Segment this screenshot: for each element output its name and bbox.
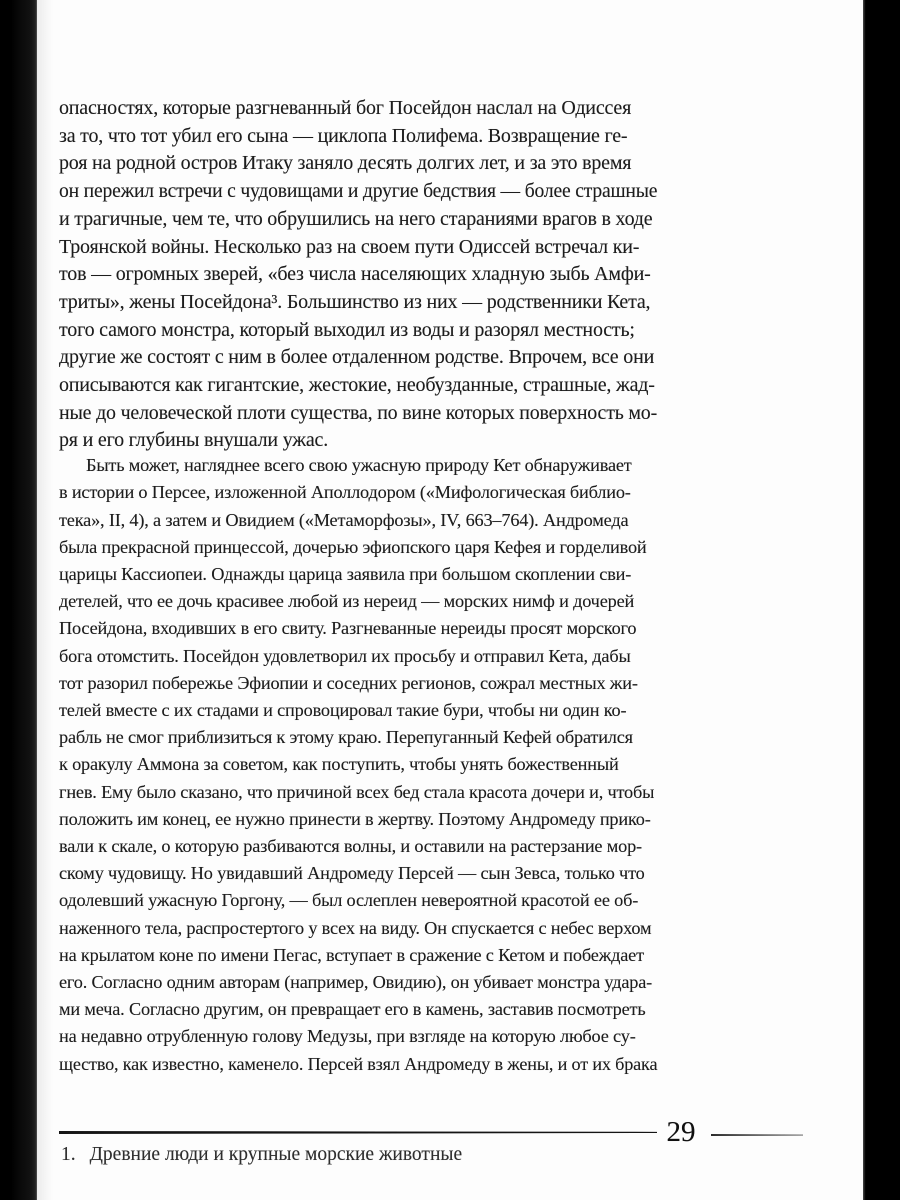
text-line: описываются как гигантские, жестокие, необузданные, страшные, жад- xyxy=(59,374,655,397)
text-line: гнев. Ему было сказано, что причиной всех бед стала красота дочери и, чтобы xyxy=(59,781,655,802)
text-line: за то, что тот убил его сына — циклопа Полифема. Возвращение ге- xyxy=(59,124,628,147)
text-line: Посейдона, входивших в его свиту. Разгневанные нереиды просят морского xyxy=(59,618,637,639)
running-footer xyxy=(61,1144,462,1166)
footer-rule-short xyxy=(711,1134,803,1136)
text-line: положить им конец, ее нужно принести в жертву. Поэтому Андромеду прико- xyxy=(59,808,651,829)
text-line: тот разорил побережье Эфиопии и соседних регионов, сожрал местных жи- xyxy=(59,672,638,693)
text-line: к оракулу Аммона за советом, как поступить, чтобы унять божественный xyxy=(59,754,619,775)
text-line: телей вместе с их стадами и спровоцировал такие бури, чтобы ни один ко- xyxy=(59,699,627,720)
text-line: ные до человеческой плоти существа, по вине которых поверхность мо- xyxy=(59,401,658,424)
chapter-title: Древние люди и крупные морские животные xyxy=(89,1144,463,1165)
text-line: и трагичные, чем те, что обрушились на него стараниями врагов в ходе xyxy=(59,207,653,230)
text-line: ми меча. Согласно другим, он превращает его в камень, заставив посмотреть xyxy=(59,999,646,1020)
text-line: рабль не смог приблизиться к этому краю. Перепуганный Кефей обратился xyxy=(59,727,633,748)
book-outer-edge xyxy=(863,0,900,1200)
text-line: была прекрасной принцессой, дочерью эфиопского царя Кефея и горделивой xyxy=(59,536,647,557)
text-line: скому чудовищу. Но увидавший Андромеду Персей — сын Зевса, только что xyxy=(59,863,645,884)
text-line: роя на родной остров Итаку заняло десять долгих лет, и за это время xyxy=(59,152,632,175)
chapter-number: 1. xyxy=(61,1144,76,1165)
text-line: другие же состоят с ним в более отдаленном родстве. Впрочем, все они xyxy=(59,346,655,369)
text-line: щество, как известно, каменело. Персей взял Андромеду в жены, и от их брака xyxy=(59,1053,658,1074)
text-line: опасностях, которые разгневанный бог Посейдон наслал на Одиссея xyxy=(59,97,632,119)
text-line: Троянской войны. Несколько раз на своем пути Одиссей встречал ки- xyxy=(59,235,640,258)
text-line: бога отомстить. Посейдон удовлетворил их просьбу и отправил Кета, дабы xyxy=(59,645,631,666)
page-number: 29 xyxy=(666,1116,696,1148)
text-line: детелей, что ее дочь красивее любой из нереид — морских нимф и дочерей xyxy=(59,591,635,612)
paragraph xyxy=(59,95,657,455)
text-line: вали к скале, о которую разбиваются волны, и оставили на растерзание мор- xyxy=(59,835,642,856)
page-text-block xyxy=(59,95,657,1078)
text-line: Быть может, нагляднее всего свою ужасную природу Кет обнаруживает xyxy=(86,455,632,476)
paragraph xyxy=(59,452,657,1078)
footer-rule xyxy=(59,1131,657,1134)
book-gutter-edge xyxy=(0,0,37,1200)
text-line: одолевший ужасную Горгону, — был ослеплен невероятной красотой ее об- xyxy=(59,890,639,911)
text-line: он пережил встречи с чудовищами и другие бедствия — более страшные xyxy=(59,180,658,203)
text-line: на недавно отрубленную голову Медузы, при взгляде на которую любое су- xyxy=(59,1026,636,1047)
gutter-shadow xyxy=(37,0,53,1200)
text-line: тека», II, 4), а затем и Овидием («Метаморфозы», IV, 663–764). Андромеда xyxy=(59,509,629,530)
text-line: наженного тела, распростертого у всех на виду. Он спускается с небес верхом xyxy=(59,917,652,938)
text-line: ря и его глубины внушали ужас. xyxy=(59,429,329,452)
text-line: в истории о Персее, изложенной Аполлодором («Мифологическая библио- xyxy=(59,482,631,503)
text-line: его. Согласно одним авторам (например, Овидию), он убивает монстра удара- xyxy=(59,972,653,992)
text-line: того самого монстра, который выходил из воды и разорял местность; xyxy=(59,318,635,341)
text-line: царицы Кассиопеи. Однажды царица заявила при большом скоплении сви- xyxy=(59,563,632,584)
text-line-with-footnote-ref: триты», жены Посейдона³. Большинство из них — родственники Кета, xyxy=(59,290,651,313)
text-line: тов — огромных зверей, «без числа населяющих хладную зыбь Амфи- xyxy=(59,263,651,286)
text-line: на крылатом коне по имени Пегас, вступает в сражение с Кетом и побеждает xyxy=(59,944,644,965)
